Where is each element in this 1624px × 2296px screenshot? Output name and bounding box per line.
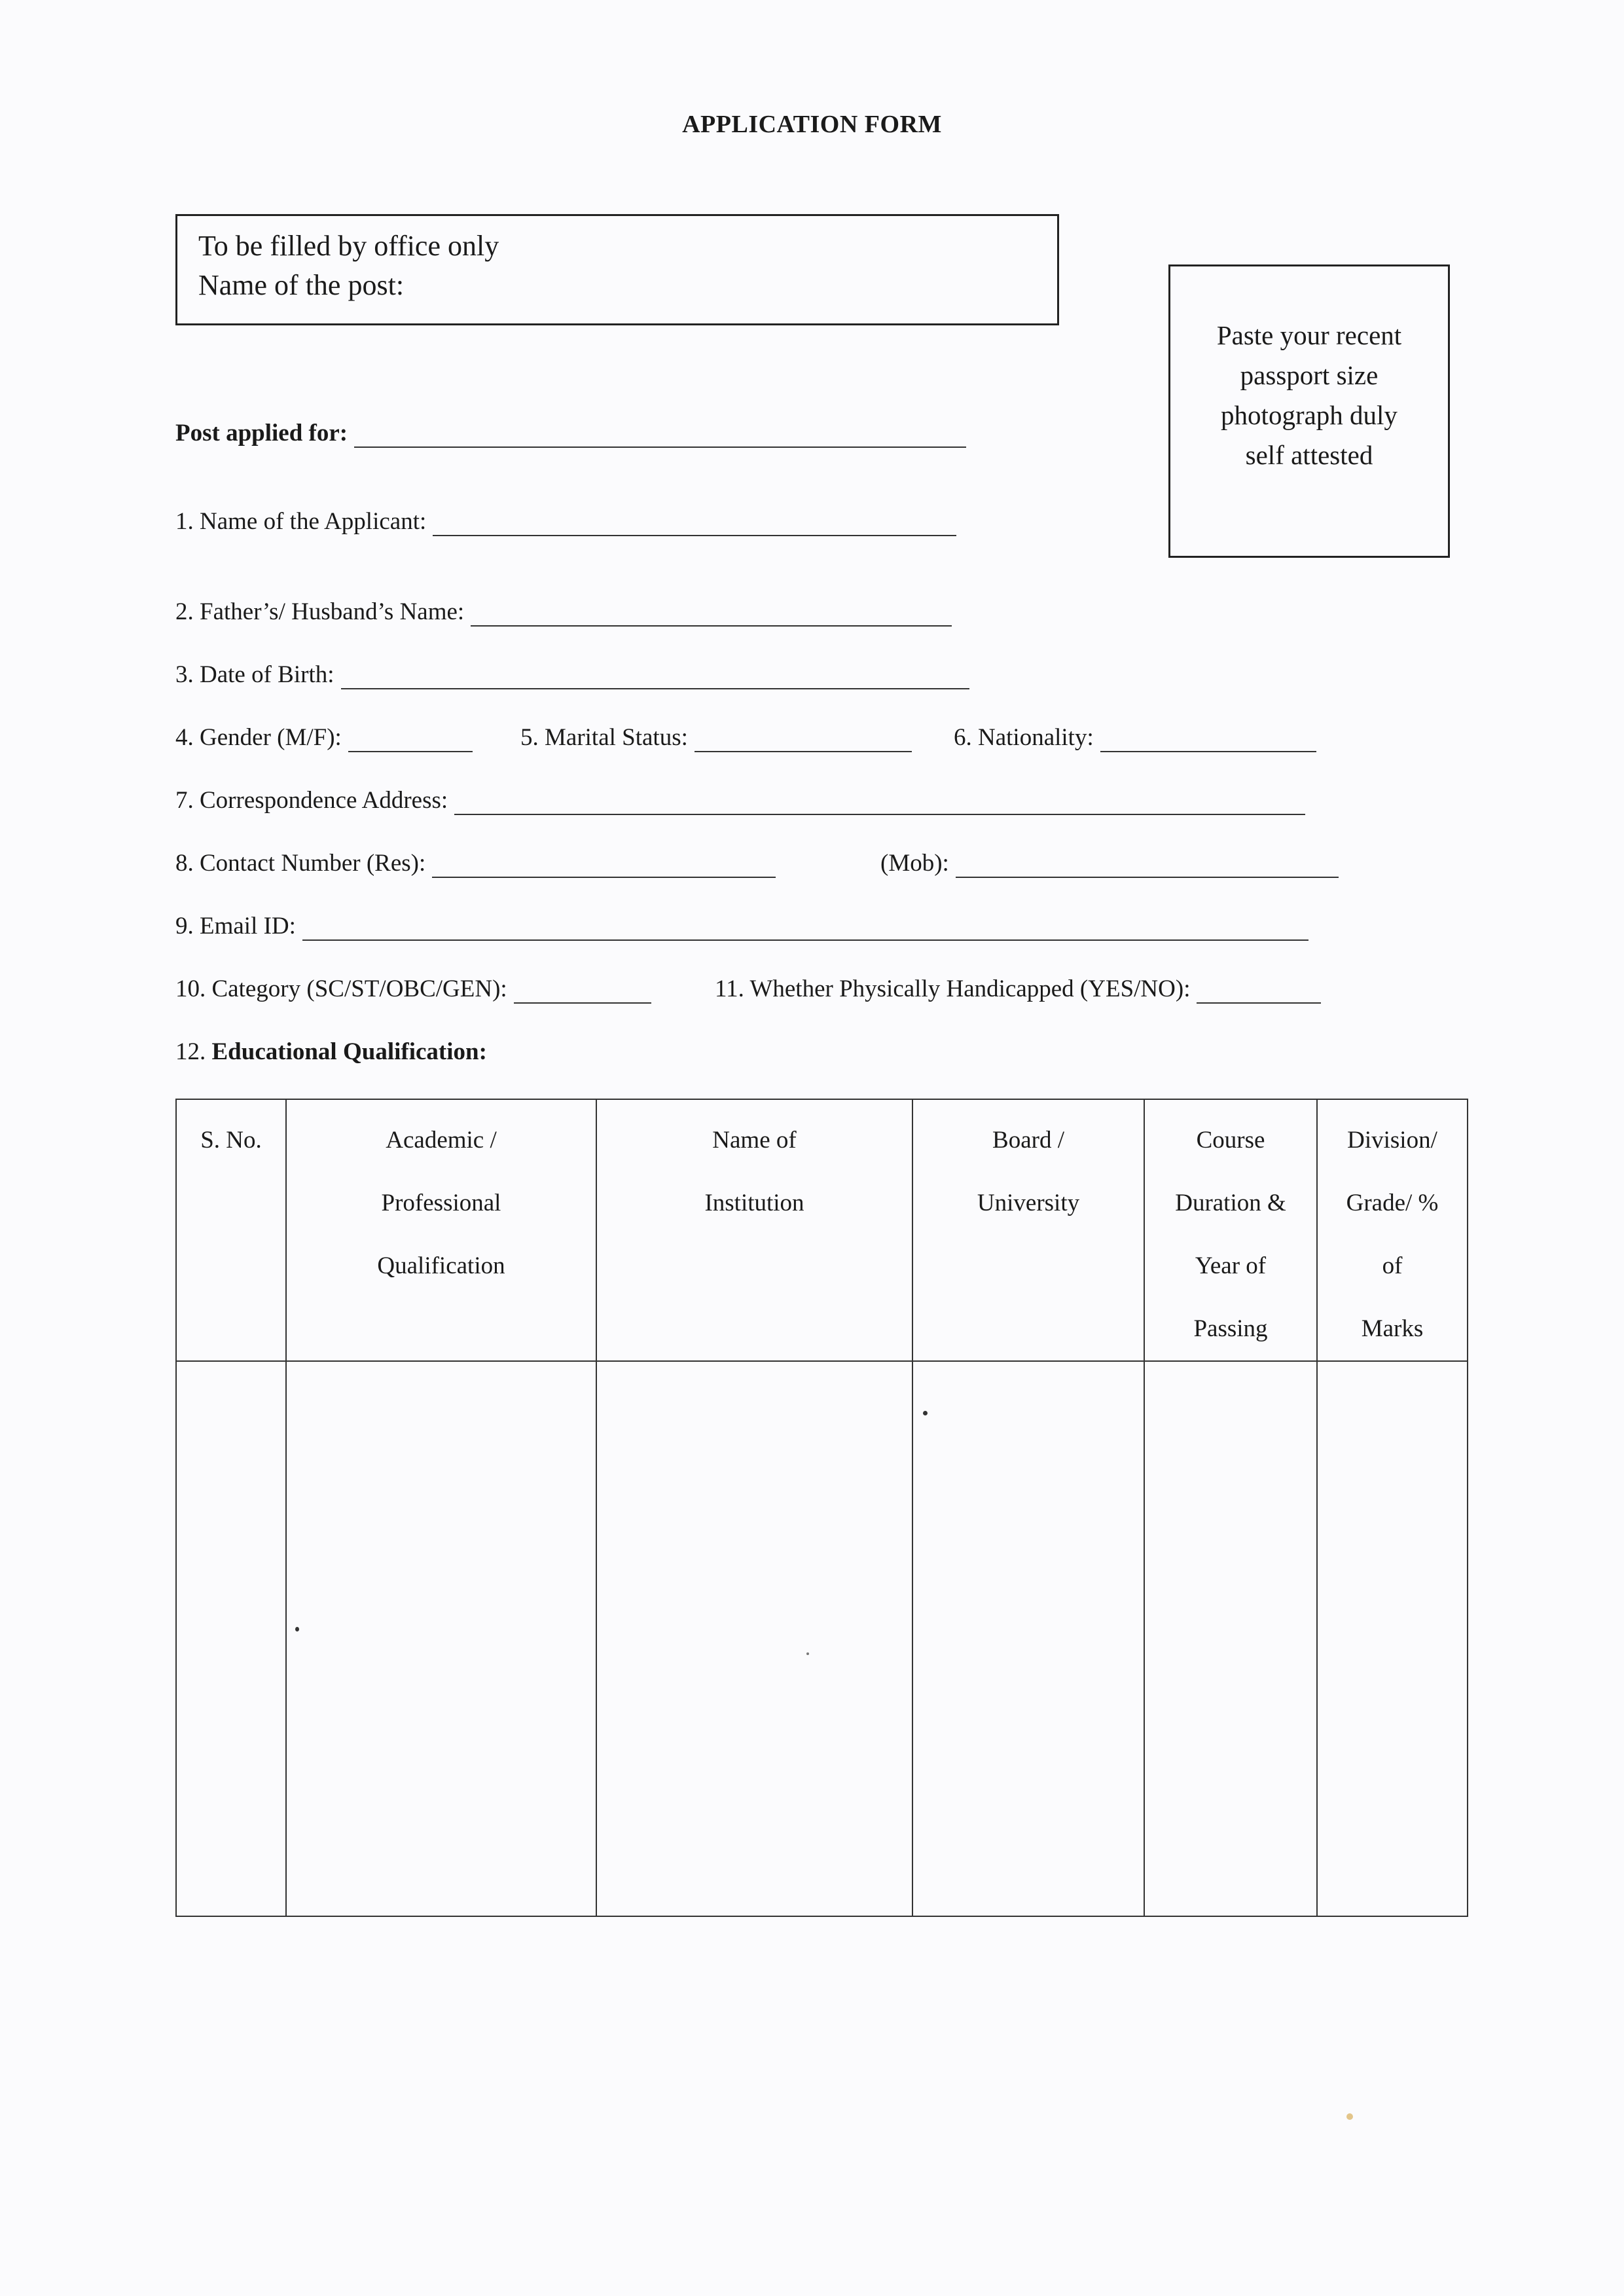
table-cell[interactable] — [286, 1361, 596, 1916]
address-row — [175, 786, 1305, 815]
header-line: S. No. — [200, 1127, 262, 1154]
table-cell[interactable] — [912, 1361, 1144, 1916]
header-line: Name of — [712, 1127, 797, 1154]
contact-mob-row — [880, 849, 1339, 878]
table-cell[interactable] — [1144, 1361, 1317, 1916]
scan-speck — [1346, 2113, 1353, 2120]
education-heading — [175, 1038, 487, 1066]
nationality-label: 6. Nationality: — [954, 724, 1094, 751]
office-post-name-label: Name of the post: — [198, 269, 405, 301]
header-line: Course — [1196, 1127, 1265, 1154]
marital-row — [520, 723, 912, 752]
photo-instruction-line: self attested — [1245, 440, 1373, 470]
father-name-row — [175, 598, 952, 627]
dob-label: 3. Date of Birth: — [175, 661, 334, 688]
education-number: 12. — [175, 1038, 206, 1065]
father-name-line[interactable] — [471, 603, 952, 627]
photo-box — [1168, 264, 1450, 558]
post-applied-label: Post applied for: — [175, 420, 348, 446]
header-line: Academic / — [386, 1127, 497, 1154]
education-label: Educational Qualification: — [211, 1038, 487, 1065]
col-header-duration — [1144, 1099, 1317, 1361]
photo-instruction-line: passport size — [1240, 360, 1379, 390]
email-label: 9. Email ID: — [175, 913, 296, 939]
dob-row — [175, 661, 969, 689]
header-line: Year of — [1195, 1252, 1267, 1279]
applicant-name-label: 1. Name of the Applicant: — [175, 508, 427, 535]
handicapped-label: 11. Whether Physically Handicapped (YES/NO): — [715, 975, 1191, 1002]
header-line: of — [1382, 1252, 1403, 1279]
form-title: APPLICATION FORM — [682, 111, 942, 138]
header-line: Institution — [704, 1190, 804, 1216]
contact-mob-label: (Mob): — [880, 850, 949, 877]
gender-label: 4. Gender (M/F): — [175, 724, 342, 751]
office-use-box — [175, 214, 1059, 325]
email-line[interactable] — [302, 917, 1308, 941]
header-line: University — [977, 1190, 1080, 1216]
post-applied-row — [175, 419, 966, 448]
header-line: Duration & — [1175, 1190, 1286, 1216]
scan-speck — [806, 1652, 809, 1655]
header-line: Passing — [1193, 1315, 1268, 1342]
father-name-label: 2. Father’s/ Husband’s Name: — [175, 598, 465, 625]
address-label: 7. Correspondence Address: — [175, 787, 448, 814]
col-header-qualification — [286, 1099, 596, 1361]
table-cell[interactable] — [596, 1361, 912, 1916]
handicapped-line[interactable] — [1197, 980, 1321, 1004]
contact-res-row — [175, 849, 776, 878]
table-cell[interactable] — [1317, 1361, 1468, 1916]
header-line: Marks — [1361, 1315, 1424, 1342]
applicant-name-line[interactable] — [433, 513, 956, 536]
col-header-sno — [176, 1099, 286, 1361]
address-line[interactable] — [454, 792, 1305, 815]
col-header-division — [1317, 1099, 1468, 1361]
col-header-board — [912, 1099, 1144, 1361]
header-line: Board / — [992, 1127, 1064, 1154]
header-line: Professional — [381, 1190, 501, 1216]
table-cell[interactable] — [176, 1361, 286, 1916]
table-row — [176, 1361, 1468, 1916]
header-line: Division/ — [1347, 1127, 1437, 1154]
post-applied-line[interactable] — [354, 424, 966, 448]
office-use-label: To be filled by office only — [198, 230, 499, 262]
contact-res-label: 8. Contact Number (Res): — [175, 850, 426, 877]
scan-speck — [295, 1627, 299, 1631]
scan-speck — [923, 1411, 928, 1415]
applicant-name-row — [175, 507, 956, 536]
header-line: Qualification — [377, 1252, 505, 1279]
category-row — [175, 975, 651, 1004]
marital-label: 5. Marital Status: — [520, 724, 688, 751]
contact-mob-line[interactable] — [956, 854, 1339, 878]
category-line[interactable] — [514, 980, 651, 1004]
handicapped-row — [715, 975, 1321, 1004]
gender-line[interactable] — [348, 729, 473, 752]
email-row — [175, 912, 1308, 941]
nationality-row — [954, 723, 1316, 752]
table-header-row — [176, 1099, 1468, 1361]
dob-line[interactable] — [341, 666, 969, 689]
col-header-institution — [596, 1099, 912, 1361]
nationality-line[interactable] — [1100, 729, 1316, 752]
education-table — [175, 1099, 1468, 1917]
header-line: Grade/ % — [1346, 1190, 1439, 1216]
photo-instruction-line: photograph duly — [1221, 400, 1398, 430]
contact-res-line[interactable] — [432, 854, 776, 878]
photo-instruction-line: Paste your recent — [1216, 320, 1402, 350]
marital-line[interactable] — [695, 729, 912, 752]
category-label: 10. Category (SC/ST/OBC/GEN): — [175, 975, 507, 1002]
gender-row — [175, 723, 473, 752]
